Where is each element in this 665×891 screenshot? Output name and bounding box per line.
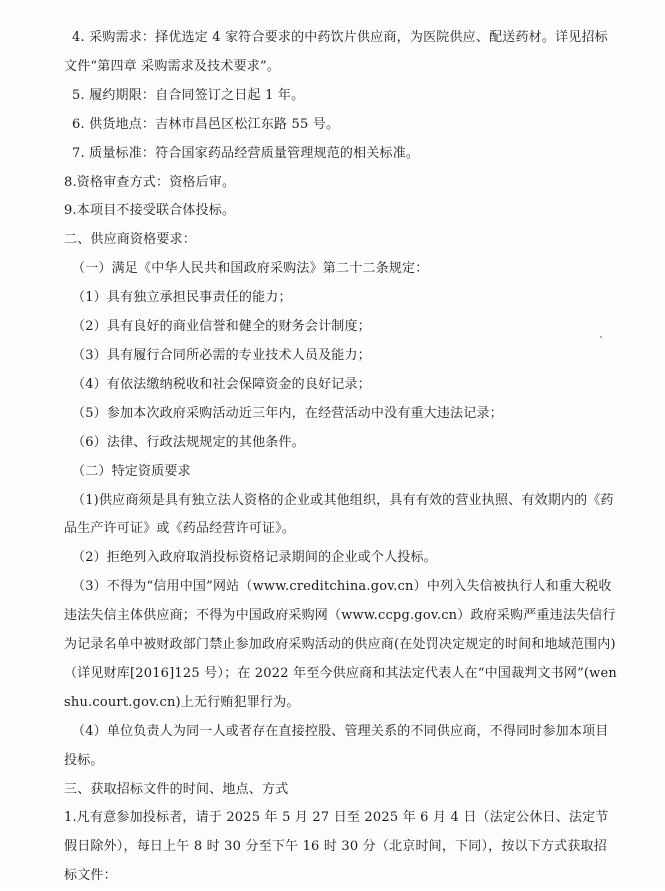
paragraph-no-consortium: 9.本项目不接受联合体投标。 — [64, 203, 236, 219]
document-body — [64, 24, 620, 891]
list-item-technical-staff: （3）具有履行合同所必需的专业技术人员及能力； — [72, 347, 371, 363]
paragraph-bid-disqualification: （2）拒绝列入政府取消投标资格记录期间的企业或个人投标。 — [72, 550, 437, 566]
scan-speck — [600, 336, 602, 338]
paragraph-legal-entity-license: （1)供应商须是具有独立法人资格的企业或其他组织，具有有效的营业执照、有效期内的《药品生产许可证》或《药品经营许可证》。 — [64, 492, 614, 537]
section-heading-supplier-qualifications: 二、供应商资格要求： — [64, 232, 197, 248]
paragraph-credit-blacklist: （3）不得为“信用中国”网站（www.creditchina.gov.cn）中列入失信被执行人和重大税收违法失信主体供应商；不得为中国政府采购网（www.ccpg.gov.cn）政府采购严重违法失信行为记录名单中被财政部门禁止参加政府采购活动的供应商(在处罚决定规定的时间和地域范围内)（详见财库[2016]125 号）；在 2022 年至今供应商和其法定代表人在“中国裁判文书网”(wenshu.court.gov.cn)上无行贿犯罪行为。 — [64, 579, 617, 710]
paragraph-procurement-demand: 4. 采购需求：择优选定 4 家符合要求的中药饮片供应商，为医院供应、配送药材。详见招标文件“第四章 采购需求及技术要求”。 — [64, 30, 608, 74]
paragraph-delivery-location: 6. 供货地点：吉林市昌邑区松江东路 55 号。 — [72, 116, 340, 132]
section-heading-obtain-documents: 三、获取招标文件的时间、地点、方式 — [64, 781, 289, 797]
list-item-business-reputation: （2）具有良好的商业信誉和健全的财务会计制度； — [72, 319, 371, 335]
paragraph-quality-standard: 7. 质量标准：符合国家药品经营质量管理规范的相关标准。 — [72, 145, 420, 161]
subheading-specific-qualifications: （二）特定资质要求 — [72, 463, 191, 479]
list-item-tax-records: （4）有依法缴纳税收和社会保障资金的良好记录； — [72, 376, 371, 392]
list-item-civil-liability: （1）具有独立承担民事责任的能力； — [72, 290, 292, 306]
list-item-no-violations: （5）参加本次政府采购活动近三年内，在经营活动中没有重大违法记录； — [72, 405, 503, 421]
paragraph-procurement-law-requirements: （一）满足《中华人民共和国政府采购法》第二十二条规定： — [72, 261, 429, 277]
paragraph-related-suppliers: （4）单位负责人为同一人或者存在直接控股、管理关系的不同供应商，不得同时参加本项目投标。 — [64, 723, 609, 768]
list-item-other-conditions: （6）法律、行政法规规定的其他条件。 — [72, 434, 305, 450]
paragraph-performance-period: 5. 履约期限：自合同签订之日起 1 年。 — [72, 87, 305, 103]
paragraph-obtain-time: 1.凡有意参加投标者，请于 2025 年 5 月 27 日至 2025 年 6 月 4 日（法定公休日、法定节假日除外），每日上午 8 时 30 分至下午 16 时 30 分（北京时间，下同），按以下方式获取招标文件： — [64, 810, 609, 884]
paragraph-qualification-review: 8.资格审查方式：资格后审。 — [64, 174, 236, 190]
